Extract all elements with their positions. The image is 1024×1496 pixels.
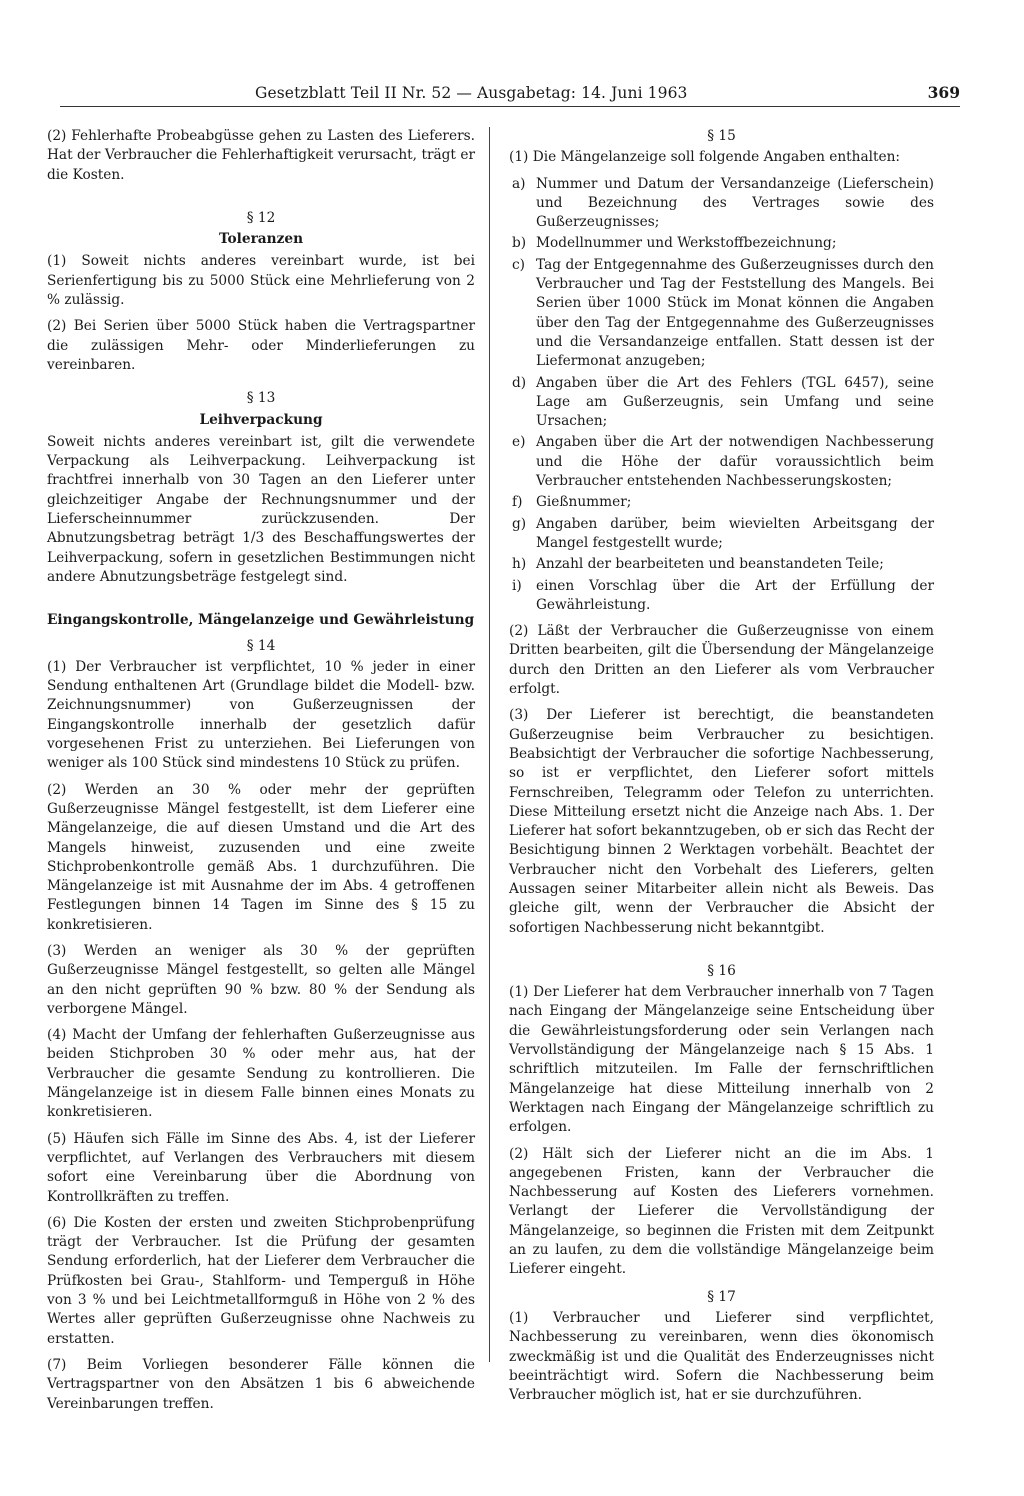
list-item bbox=[509, 175, 934, 233]
list-item-text: Angaben über die Art der notwendigen Nachbesserung und die Höhe der dafür voraussichtlich beim Verbraucher entstehenden Nachbesserungskosten; bbox=[536, 434, 934, 490]
list-item bbox=[509, 515, 934, 554]
paragraph: (1) Die Mängelanzeige soll folgende Angaben enthalten: bbox=[509, 149, 901, 166]
page-number: 369 bbox=[927, 83, 960, 102]
paragraph: (7) Beim Vorliegen besonderer Fälle können die Vertragspartner von den Absätzen 1 bis 6 abweichende Vereinbarungen treffen. bbox=[47, 1356, 475, 1412]
paragraph: (1) Der Verbraucher ist verpflichtet, 10 % jeder in einer Sendung enthaltenen Art (Grundlage bildet die Modell- bzw. Zeichnungsnummer) von Gußerzeugnissen der Eingangskontrolle innerhalb der gesetzlich dafür vorgesehenen Frist zu unterziehen. Bei Lieferungen von weniger als 100 Stück sind mindestens 10 Stück zu prüfen. bbox=[47, 658, 475, 772]
paragraph: (1) Verbraucher und Lieferer sind verpflichtet, Nachbesserung zu vereinbaren, wenn dies ökonomisch zweckmäßig ist und die Qualität des Enderzeugnisses nicht beeinträchtigt wird. Sofern die Nachbesserung beim Verbraucher möglich ist, hat er sie durchzuführen. bbox=[509, 1309, 934, 1404]
list-item bbox=[509, 555, 934, 574]
page-header bbox=[60, 80, 960, 107]
part-heading: Eingangskontrolle, Mängelanzeige und Gewährleistung bbox=[47, 612, 475, 629]
requirements-list bbox=[509, 175, 934, 616]
paragraph: (3) Der Lieferer ist berechtigt, die beanstandeten Gußerzeugnise beim Verbraucher zu besichtigen. Beabsichtigt der Verbraucher die sofortige Nachbesserung, so ist er verpflichtet, den Lieferer sofort mittels Fernschreiben, Telegramm oder Telefon zu unterrichten. Diese Mitteilung ersetzt nicht die Anzeige nach Abs. 1. Der Lieferer hat sofort bekanntzugeben, ob er sich das Recht der Besichtigung binnen 2 Werktagen vorbehält. Beachtet der Verbraucher nicht den Vorbehalt des Lieferers, gelten Aussagen seiner Mitarbeiter allein nicht als Beweis. Das gleiche gilt, wenn der Verbraucher die Absicht der sofortigen Nachbesserung nicht bekanntgibt. bbox=[509, 707, 934, 936]
list-item-marker: i) bbox=[512, 577, 522, 594]
list-item bbox=[509, 234, 934, 253]
list-item-marker: a) bbox=[512, 175, 526, 192]
section-number: § 17 bbox=[707, 1288, 736, 1305]
list-item-marker: f) bbox=[512, 494, 523, 511]
list-item bbox=[509, 256, 934, 372]
list-item bbox=[509, 374, 934, 432]
paragraph: (1) Der Lieferer hat dem Verbraucher innerhalb von 7 Tagen nach Eingang der Mängelanzeige seine Entscheidung über die Gewährleistungsforderung oder sein Verlangen nach Vervollständigung der Mängelanzeige nach § 15 Abs. 1 schriftlich mitzuteilen. Im Falle der fernschriftlichen Mängelanzeige hat diese Mitteilung innerhalb von 2 Werktagen nach Eingang der Mängelanzeige schriftlich zu erfolgen. bbox=[509, 984, 934, 1136]
paragraph: (6) Die Kosten der ersten und zweiten Stichprobenprüfung trägt der Verbraucher. Ist die Prüfung der gesamten Sendung erforderlich, hat der Lieferer dem Verbraucher die Prüfkosten bei Grau-, Stahlform- und Temperguß in Höhe von 3 % und bei Leichtmetallformguß in Höhe von 2 % des Wertes aller geprüften Gußerzeugnisse ohne Nachweis zu erstatten. bbox=[47, 1214, 475, 1347]
list-item-marker: g) bbox=[512, 515, 527, 532]
column-divider bbox=[489, 127, 490, 1362]
header-title: Gesetzblatt Teil II Nr. 52 — Ausgabetag: 14. Juni 1963 bbox=[255, 84, 688, 102]
list-item bbox=[509, 433, 934, 491]
list-item bbox=[509, 577, 934, 616]
list-item-marker: e) bbox=[512, 434, 526, 451]
paragraph: (3) Werden an weniger als 30 % der geprüften Gußerzeugnisse Mängel festgestellt, so gelten alle Mängel an den nicht geprüften 90 % bzw. 80 % der Sendung als verborgene Mängel. bbox=[47, 942, 475, 1017]
list-item-text: Gießnummer; bbox=[536, 494, 632, 511]
left-column bbox=[47, 127, 475, 1421]
section-number: § 14 bbox=[246, 637, 276, 654]
section-number: § 15 bbox=[707, 128, 736, 144]
list-item-text: einen Vorschlag über die Art der Erfüllung der Gewährleistung. bbox=[536, 577, 934, 613]
list-item bbox=[509, 493, 934, 512]
paragraph: (2) Hält sich der Lieferer nicht an die im Abs. 1 angegebenen Fristen, kann der Verbraucher die Nachbesserung auf Kosten des Lieferers vornehmen. Verlangt der Lieferer die Vervollständigung der Mängelanzeige, so beginnen die Fristen mit dem Zeitpunkt an zu laufen, zu dem die vollständige Mängelanzeige beim Lieferer eingeht. bbox=[509, 1145, 934, 1278]
list-item-marker: h) bbox=[512, 556, 527, 573]
list-item-text: Anzahl der bearbeiteten und beanstandeten Teile; bbox=[536, 556, 884, 573]
list-item-text: Modellnummer und Werkstoffbezeichnung; bbox=[536, 235, 837, 252]
list-item-text: Angaben über die Art des Fehlers (TGL 6457), seine Lage am Gußerzeugnis, sein Umfang und seine Ursachen; bbox=[536, 374, 934, 430]
section-number: § 16 bbox=[707, 962, 736, 979]
list-item-marker: c) bbox=[512, 256, 526, 273]
section-title: Leihverpackung bbox=[199, 411, 323, 428]
list-item-marker: b) bbox=[512, 235, 527, 252]
section-number: § 12 bbox=[246, 209, 276, 226]
paragraph: (2) Fehlerhafte Probeabgüsse gehen zu Lasten des Lieferers. Hat der Verbraucher die Fehlerhaftigkeit verursacht, trägt er die Kosten. bbox=[47, 128, 475, 183]
paragraph: (2) Bei Serien über 5000 Stück haben die Vertragspartner die zulässigen Mehr- oder Minderlieferungen zu vereinbaren. bbox=[47, 318, 475, 373]
list-item-text: Nummer und Datum der Versandanzeige (Lieferschein) und Bezeichnung des Vertrages sowie des Gußerzeugnisses; bbox=[536, 175, 934, 231]
paragraph: (5) Häufen sich Fälle im Sinne des Abs. 4, ist der Lieferer verpflichtet, auf Verlangen des Verbrauchers mit diesem sofort eine Vereinbarung über die Abordnung von Kontrollkräften zu treffen. bbox=[47, 1130, 475, 1205]
section-title: Toleranzen bbox=[218, 231, 304, 248]
paragraph: (4) Macht der Umfang der fehlerhaften Gußerzeugnisse aus beiden Stichproben 30 % oder mehr aus, hat der Verbraucher die gesamte Sendung zu kontrollieren. Die Mängelanzeige ist in diesem Falle binnen eines Monats zu konkretisieren. bbox=[47, 1027, 475, 1121]
paragraph: (2) Läßt der Verbraucher die Gußerzeugnisse von einem Dritten bearbeiten, gilt die Übersendung der Mängelanzeige durch den Dritten an den Lieferer als vom Verbraucher erfolgt. bbox=[509, 623, 934, 698]
list-item-text: Angaben darüber, beim wievielten Arbeitsgang der Mangel festgestellt wurde; bbox=[536, 515, 934, 551]
list-item-text: Tag der Entgegennahme des Gußerzeugnisses durch den Verbraucher und Tag der Feststellung des Mangels. Bei Serien über 1000 Stück im Monat können die Angaben über den Tag der Entgegennahme des Gußerzeugnisses und die Versandanzeige entfallen. Statt dessen ist der Liefermonat anzugeben; bbox=[536, 256, 934, 370]
section-number: § 13 bbox=[246, 390, 276, 407]
paragraph: Soweit nichts anderes vereinbart ist, gilt die verwendete Verpackung als Leihverpackung. Leihverpackung ist frachtfrei innerhalb von 30 Tagen an den Lieferer unter gleichzeitiger Angabe der Rechnungsnummer und der Lieferscheinnummer zurückzusenden. Der Abnutzungsbetrag beträgt 1/3 des Beschaffungswertes der Leihverpackung, sofern in gesetzlichen Bestimmungen nicht andere Abnutzungsbeträge festgelegt sind. bbox=[47, 433, 475, 585]
list-item-marker: d) bbox=[512, 374, 527, 391]
paragraph: (1) Soweit nichts anderes vereinbart wurde, ist bei Serienfertigung bis zu 5000 Stück eine Mehrlieferung von 2 % zulässig. bbox=[47, 253, 475, 309]
paragraph: (2) Werden an 30 % oder mehr der geprüften Gußerzeugnisse Mängel festgestellt, ist dem Lieferer eine Mängelanzeige, die auf diesen Umstand und die Art des Mangels hinweist, zuzusenden und eine zweite Stichprobenkontrolle gemäß Abs. 1 durchzuführen. Die Mängelanzeige ist mit Ausnahme der im Abs. 4 getroffenen Festlegungen binnen 14 Tagen im Sinne des § 15 zu konkretisieren. bbox=[47, 781, 475, 933]
right-column bbox=[509, 127, 934, 1412]
